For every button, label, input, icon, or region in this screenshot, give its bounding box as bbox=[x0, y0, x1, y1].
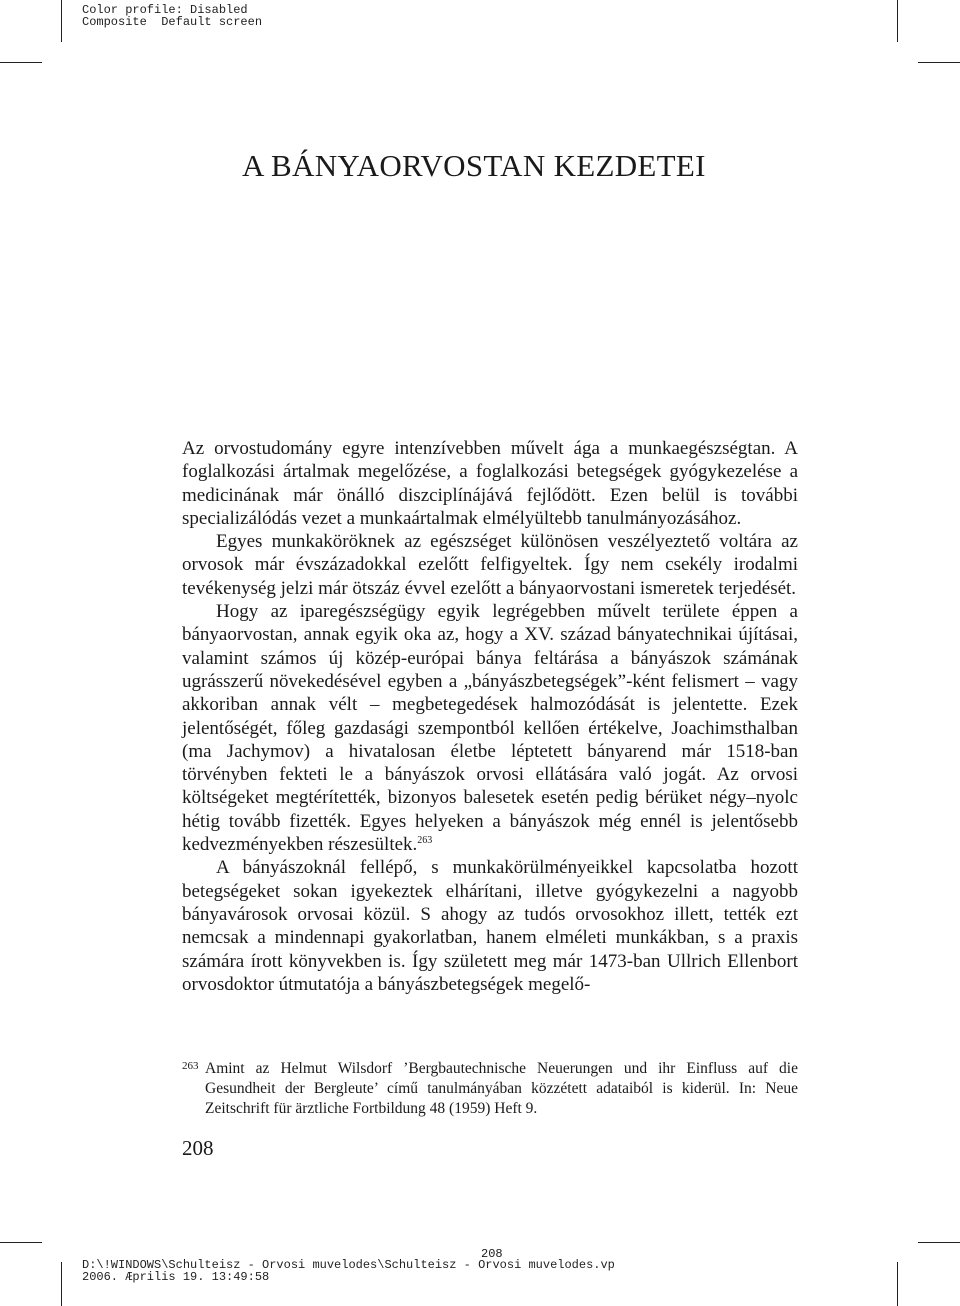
footer-timestamp: 2006. Æprilis 19. 13:49:58 bbox=[82, 1270, 270, 1284]
paragraph bbox=[182, 600, 798, 856]
footer-file-path: D:\!WINDOWS\Schulteisz - Orvosi muvelodes\Schulteisz - Orvosi muvelodes.vp bbox=[82, 1258, 615, 1272]
color-profile-line: Color profile: Disabled bbox=[82, 3, 248, 17]
crop-mark bbox=[918, 62, 960, 63]
crop-mark bbox=[61, 0, 62, 42]
paragraph: Az orvostudomány egyre intenzívebben művelt ága a munkaegészségtan. A foglalkozási ártalmak megelőzése, a foglalkozási betegségek gyógykezelése a medicinának már önálló diszciplínájává fejlődött. Ezen belül is további specializálódás vezet a munkaártalmak elmélyültebb tanulmányozásához. bbox=[182, 438, 798, 529]
footer-page-number: 208 bbox=[481, 1247, 503, 1261]
paragraph-text: Hogy az iparegészségügy egyik legrégebben művelt területe éppen a bányaorvostan, annak egyik oka az, hogy a XV. század bányatechnikai újításai, valamint számos új közép-európai bánya feltárása a bányászok számának ugrásszerű növekedésével egyben a „bányászbetegségek”-ként felismert – vagy akkoriban annak vélt – megbetegedések halmozódását is jelentette. Ezek jelentőségét, főleg gazdasági szempontból kellően értékelve, Joachimsthalban (ma Jachymov) a hivatalosan életbe léptetett bányarend már 1518-ban törvényben fekteti le a bányászok orvosi ellátására való jogát. Az orvosi költségeket megtérítették, bizonyos balesetek esetén pedig bérüket négy–nyolc hétig tovább fizették. Egyes helyeken a bányászok még ennél is jelentősebb kedvezményekben részesültek. bbox=[182, 601, 798, 856]
paragraph: A bányászoknál fellépő, s munkakörülményeikkel kapcsolatba hozott betegségeket sokan igyekeztek elhárítani, illetve gyógykezelni a nagyobb bányavárosok orvosai közül. S ahogy az tudós orvosokhoz illett, tették ezt nemcsak a mindennapi gyakorlatban, hanem elméleti munkákban, s a praxis számára írott könyvekben is. Így született meg már 1473-ban Ullrich Ellenbort orvosdoktor útmutatója a bányászbetegségek megelő- bbox=[182, 857, 798, 995]
footnote-text: Amint az Helmut Wilsdorf ’Bergbautechnische Neuerungen und ihr Einfluss auf die Gesundheit der Bergleute’ című tanulmányában közzétett adataiból is kiderül. In: Neue Zeitschrift für ärztliche Fortbildung 48 (1959) Heft 9. bbox=[205, 1060, 798, 1117]
crop-mark bbox=[61, 1262, 62, 1306]
footnote-number: 263 bbox=[182, 1060, 199, 1072]
footnote-reference[interactable]: 263 bbox=[417, 835, 433, 847]
crop-mark bbox=[897, 0, 898, 42]
crop-mark bbox=[918, 1242, 960, 1243]
body-text bbox=[182, 437, 798, 996]
page-number: 208 bbox=[182, 1136, 214, 1160]
composite-line: Composite Default screen bbox=[82, 15, 263, 29]
chapter-title: A BÁNYAORVOSTAN KEZDETEI bbox=[242, 148, 706, 183]
crop-mark bbox=[897, 1262, 898, 1306]
footnote bbox=[182, 1059, 798, 1119]
paragraph: Egyes munkaköröknek az egészséget különösen veszélyeztető voltára az orvosok már évszázadokkal ezelőtt felfigyeltek. Így nem csekély irodalmi tevékenység jelzi már ötszáz évvel ezelőtt a bányaorvostani ismeretek terjedését. bbox=[182, 531, 798, 599]
crop-mark bbox=[0, 1242, 42, 1243]
crop-mark bbox=[0, 62, 42, 63]
